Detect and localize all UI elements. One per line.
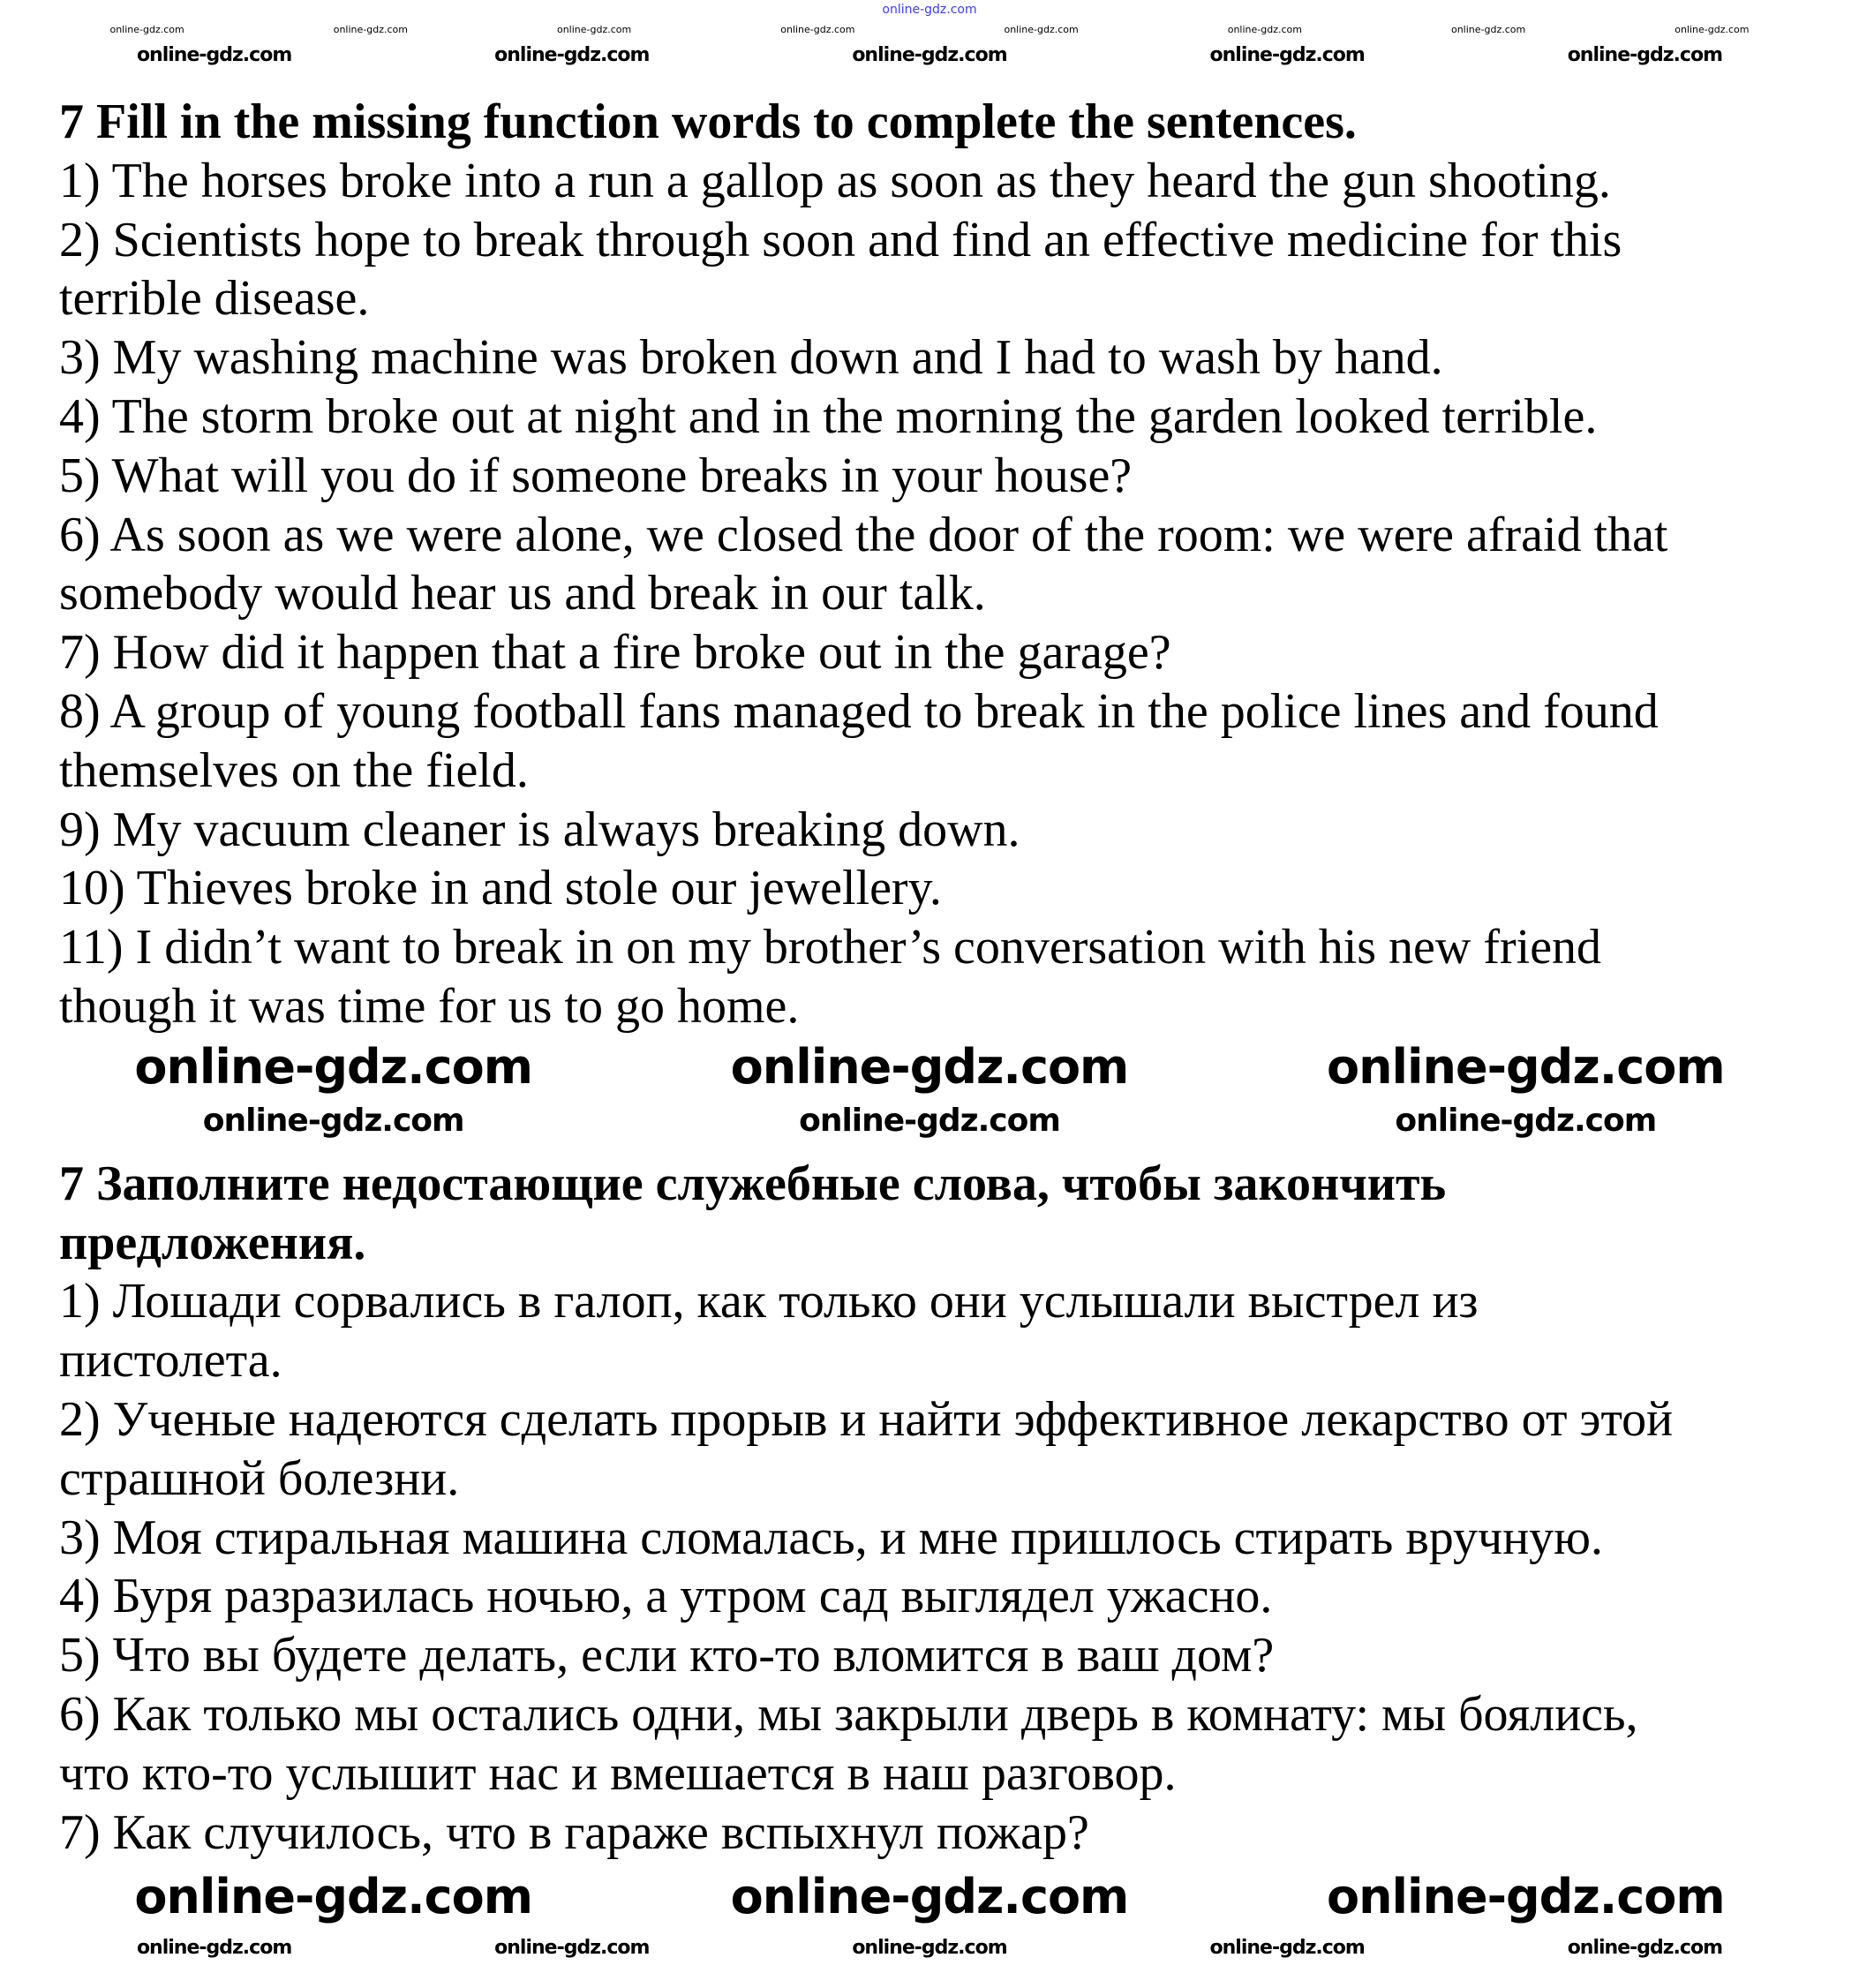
watermark-row: [35, 25, 1824, 34]
watermark: online-gdz.com: [134, 1869, 532, 1924]
document: [59, 93, 1673, 1862]
watermark: online-gdz.com: [882, 3, 977, 17]
sentence-line: themselves on the field.: [59, 742, 529, 798]
russian-heading: 7 Заполните недостающие служебные слова, чтобы закончить: [59, 1156, 1447, 1211]
sentence-line: 6) As soon as we were alone, we closed the door of the room: we were afraid that: [59, 507, 1668, 562]
watermark: online-gdz.com: [134, 1039, 532, 1095]
watermark: online-gdz.com: [136, 1937, 292, 1959]
watermark-row: [35, 1939, 1824, 1958]
sentence-line: 7) Как случилось, что в гараже вспыхнул пожар?: [59, 1804, 1089, 1860]
watermark: online-gdz.com: [1209, 44, 1365, 66]
sentence-line: что кто-то услышит нас и вмешается в наш разговор.: [59, 1745, 1177, 1801]
watermark: online-gdz.com: [1227, 24, 1302, 35]
sentence-line: 10) Thieves broke in and stole our jewellery.: [59, 861, 942, 916]
watermark: online-gdz.com: [333, 24, 408, 35]
sentence-line: 4) The storm broke out at night and in the morning the garden looked terrible.: [59, 388, 1598, 444]
watermark: online-gdz.com: [1450, 24, 1526, 35]
watermark-row: [35, 46, 1824, 65]
english-heading: 7 Fill in the missing function words to complete the sentences.: [59, 94, 1357, 149]
watermark: online-gdz.com: [852, 1937, 1007, 1959]
watermark: online-gdz.com: [556, 24, 632, 35]
sentence-line: though it was time for us to go home.: [59, 978, 800, 1034]
watermark: online-gdz.com: [1326, 1869, 1725, 1924]
watermark-row: [35, 4, 1824, 16]
watermark: online-gdz.com: [1675, 24, 1750, 35]
sentence-line: 5) Что вы будете делать, если кто-то вломится в ваш дом?: [59, 1628, 1275, 1683]
watermark-row: [35, 1869, 1824, 1924]
watermark: online-gdz.com: [1567, 44, 1722, 66]
sentence-line: пистолета.: [59, 1333, 282, 1389]
sentence-line: 7) How did it happen that a fire broke out in the garage?: [59, 625, 1171, 681]
sentence-line: 4) Буря разразилась ночью, а утром сад выглядел ужасно.: [59, 1569, 1273, 1624]
watermark: online-gdz.com: [494, 44, 650, 66]
watermark: online-gdz.com: [730, 1869, 1129, 1924]
watermark: online-gdz.com: [1209, 1937, 1365, 1959]
watermark-row: [35, 1105, 1824, 1137]
sentence-line: 2) Ученые надеются сделать прорыв и найти эффективное лекарство от этой: [59, 1391, 1674, 1447]
watermark: online-gdz.com: [1567, 1937, 1722, 1959]
watermark: online-gdz.com: [136, 44, 292, 66]
sentence-line: 6) Как только мы остались одни, мы закрыли дверь в комнату: мы боялись,: [59, 1686, 1638, 1742]
sentence-line: 3) My washing machine was broken down and I had to wash by hand.: [59, 330, 1443, 386]
sentence-line: 11) I didn’t want to break in on my brother’s conversation with his new friend: [59, 920, 1602, 975]
sentence-line: 1) Лошади сорвались в галоп, как только они услышали выстрел из: [59, 1274, 1479, 1329]
watermark: online-gdz.com: [852, 44, 1007, 66]
watermark: online-gdz.com: [494, 1937, 650, 1959]
watermark: online-gdz.com: [730, 1039, 1129, 1095]
watermark: online-gdz.com: [202, 1103, 464, 1139]
sentence-line: terrible disease.: [59, 271, 370, 327]
sentence-line: 1) The horses broke into a run a gallop as soon as they heard the gun shooting.: [59, 153, 1611, 208]
sentence-line: 2) Scientists hope to break through soon and find an effective medicine for this: [59, 212, 1622, 267]
russian-heading-cont: предложения.: [59, 1215, 366, 1270]
watermark: online-gdz.com: [1326, 1039, 1725, 1095]
sentence-line: somebody would hear us and break in our talk.: [59, 566, 986, 621]
watermark: online-gdz.com: [1395, 1103, 1657, 1139]
sentence-line: 3) Моя стиральная машина сломалась, и мне пришлось стирать вручную.: [59, 1510, 1604, 1565]
sentence-line: 8) A group of young football fans managed to break in the police lines and found: [59, 683, 1659, 739]
sentence-line: страшной болезни.: [59, 1450, 460, 1506]
watermark: online-gdz.com: [1004, 24, 1079, 35]
sentence-line: 5) What will you do if someone breaks in your house?: [59, 448, 1133, 503]
watermark: online-gdz.com: [109, 24, 184, 35]
watermark: online-gdz.com: [799, 1103, 1060, 1139]
watermark: online-gdz.com: [780, 24, 855, 35]
watermark-row: [35, 1039, 1824, 1095]
sentence-line: 9) My vacuum cleaner is always breaking down.: [59, 802, 1020, 857]
